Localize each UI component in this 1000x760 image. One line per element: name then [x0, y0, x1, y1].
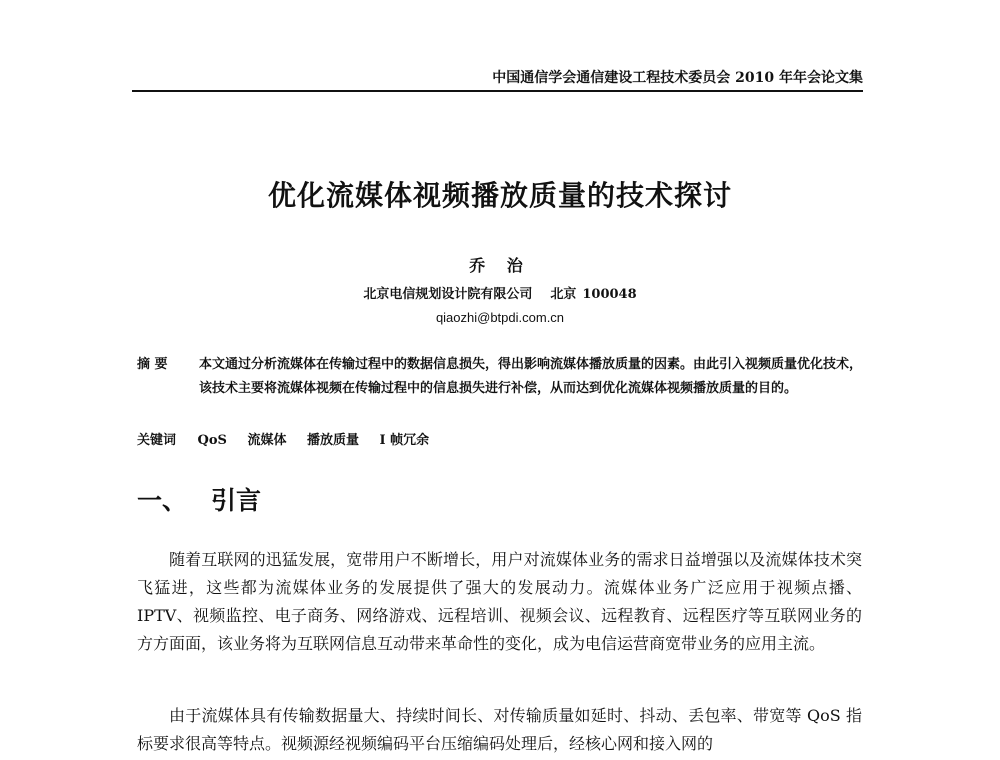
author-affiliation — [0, 283, 1000, 302]
author-email: qiaozhi@btpdi.com.cn — [435, 310, 565, 325]
body-paragraph: 由于流媒体具有传输数据量大、持续时间长、对传输质量如延时、抖动、丢包率、带宽等 QoS 指标要求很高等特点。视频源经视频编码平台压缩编码处理后，经核心网和接入网的 — [137, 706, 862, 753]
running-header: 中国通信学会通信建设工程技术委员会 2010 年年会论文集 — [132, 68, 863, 92]
keywords-label: 关键词 — [137, 433, 177, 448]
affiliation-postcode: 100048 — [582, 287, 637, 302]
affiliation-city: 北京 — [550, 287, 577, 302]
section-number: 一、 — [137, 486, 188, 515]
author-name: 乔 治 — [469, 256, 531, 275]
keyword-item: QoS — [197, 433, 227, 448]
section-title: 引言 — [211, 486, 262, 515]
section-heading — [137, 481, 261, 517]
keyword-item: 播放质量 — [307, 433, 360, 448]
abstract-text: 本文通过分析流媒体在传输过程中的数据信息损失，得出影响流媒体播放质量的因素。由此引入视频质量优化技术，该技术主要将流媒体视频在传输过程中的信息损失进行补偿，从而达到优化流媒体视频播放质量的目的。 — [199, 357, 863, 396]
body-paragraph: 随着互联网的迅猛发展，宽带用户不断增长，用户对流媒体业务的需求日益增强以及流媒体技术突飞猛进，这些都为流媒体业务的发展提供了强大的发展动力。流媒体业务广泛应用于视频点播、IPTV、视频监控、电子商务、网络游戏、远程培训、视频会议、远程教育、远程医疗等互联网业务的方方面面，该业务将为互联网信息互动带来革命性的变化，成为电信运营商宽带业务的应用主流。 — [137, 550, 862, 653]
keyword-item: 流媒体 — [247, 433, 287, 448]
keywords — [137, 431, 862, 451]
keyword-item: I 帧冗余 — [379, 433, 430, 448]
abstract-label: 摘 要 — [137, 357, 168, 372]
paper-title: 优化流媒体视频播放质量的技术探讨 — [267, 179, 732, 212]
affiliation-org: 北京电信规划设计院有限公司 — [363, 287, 533, 302]
abstract — [137, 353, 862, 401]
